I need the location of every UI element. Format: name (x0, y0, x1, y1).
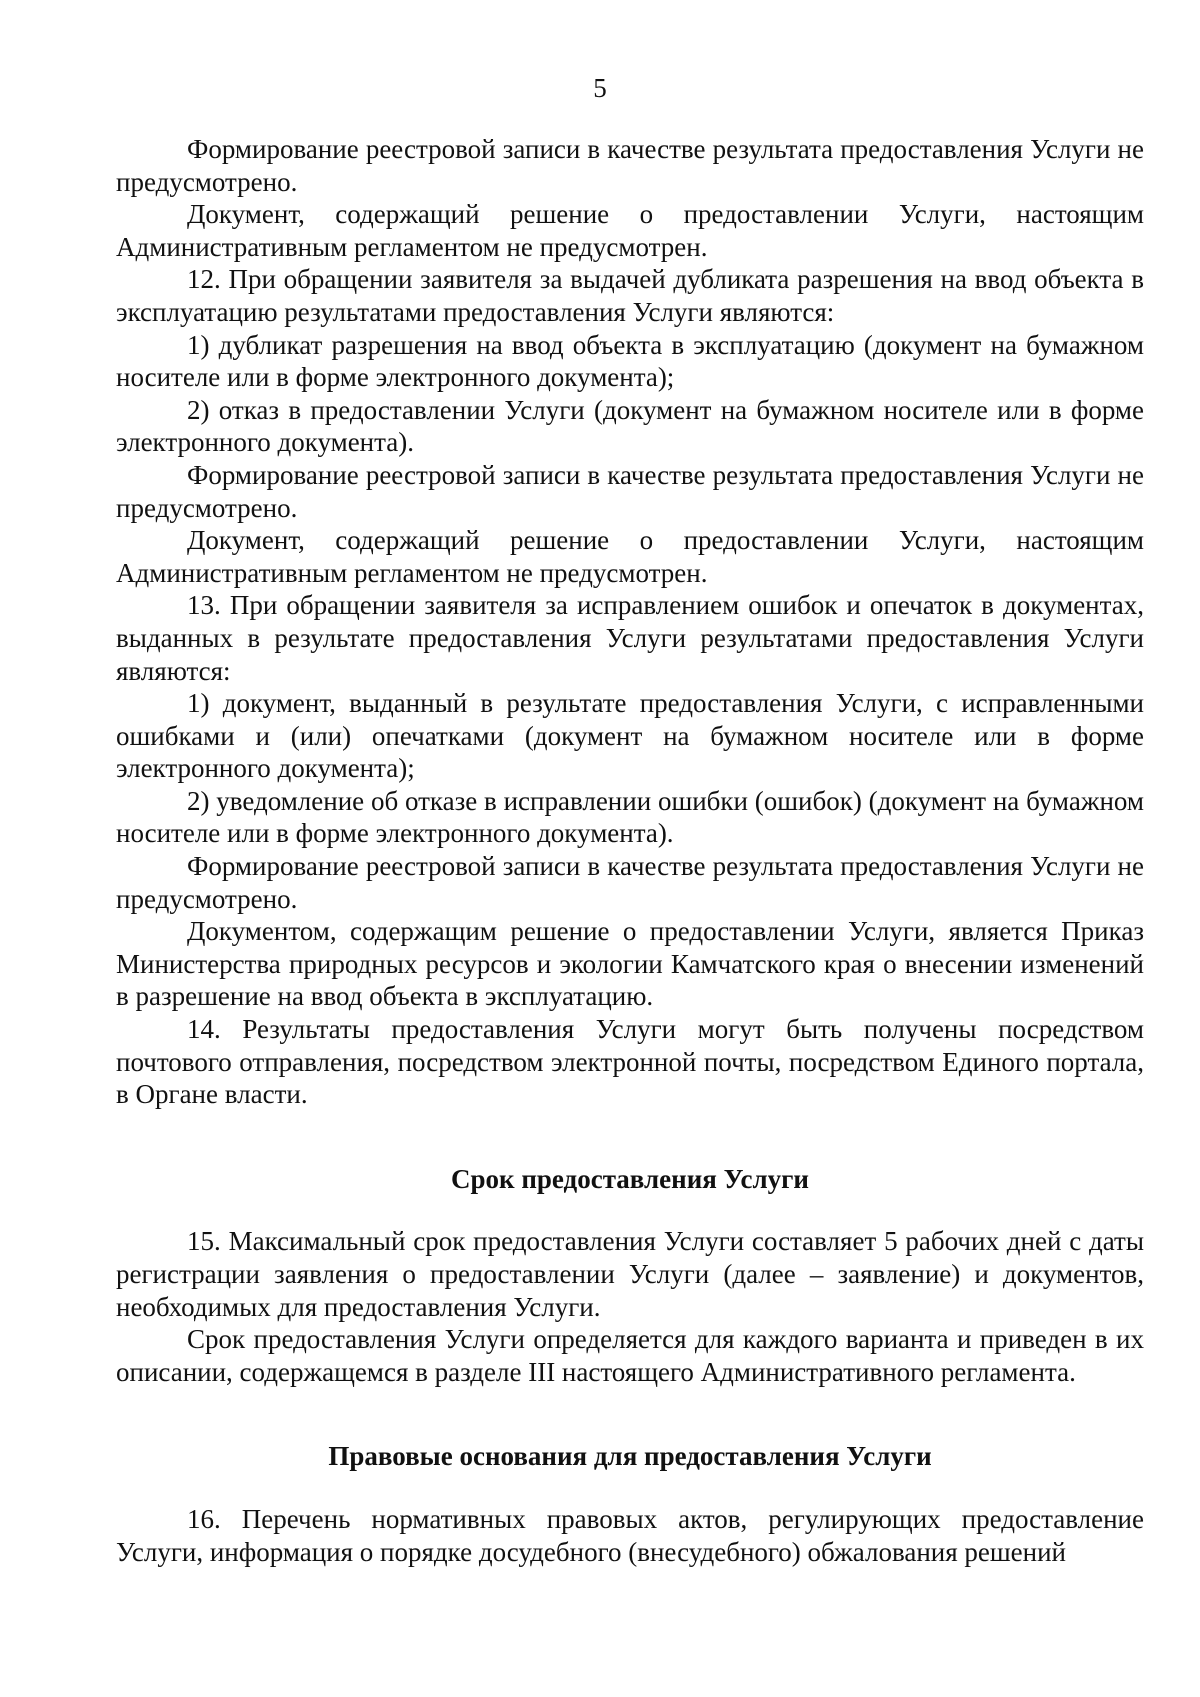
paragraph-item-14: 14. Результаты предоставления Услуги могут быть получены посредством почтового отправления, посредством электронной почты, посредством Единого портала, в Органе власти. (116, 1014, 1144, 1110)
paragraph: Формирование реестровой записи в качестве результата предоставления Услуги не предусмотрено. (116, 134, 1144, 197)
paragraph: 2) уведомление об отказе в исправлении ошибки (ошибок) (документ на бумажном носителе или в форме электронного документа). (116, 785, 1144, 849)
page-number: 5 (593, 73, 607, 103)
paragraph-item-12: 12. При обращении заявителя за выдачей дубликата разрешения на ввод объекта в эксплуатацию результатами предоставления Услуги являются: (116, 264, 1144, 327)
document-body (116, 133, 1144, 1568)
paragraph-item-15: 15. Максимальный срок предоставления Услуги составляет 5 рабочих дней с даты регистрации заявления о предоставлении Услуги (далее – заявление) и документов, необходимых для предоставления Услуги. (116, 1226, 1144, 1322)
paragraph: 1) дубликат разрешения на ввод объекта в эксплуатацию (документ на бумажном носителе или в форме электронного документа); (116, 329, 1144, 393)
paragraph: 2) отказ в предоставлении Услуги (документ на бумажном носителе или в форме электронного документа). (116, 394, 1144, 458)
paragraph-item-13: 13. При обращении заявителя за исправлением ошибок и опечаток в документах, выданных в результате предоставления Услуги результатами предоставления Услуги являются: (116, 590, 1144, 686)
paragraph: Документ, содержащий решение о предоставлении Услуги, настоящим Административным регламентом не предусмотрен. (116, 525, 1144, 588)
section-heading-legal: Правовые основания для предоставления Услуги (328, 1441, 932, 1472)
paragraph: Формирование реестровой записи в качестве результата предоставления Услуги не предусмотрено. (116, 459, 1144, 523)
paragraph: Документ, содержащий решение о предоставлении Услуги, настоящим Административным регламентом не предусмотрен. (116, 199, 1144, 262)
section-heading-term: Срок предоставления Услуги (451, 1163, 809, 1194)
paragraph: Документом, содержащим решение о предоставлении Услуги, является Приказ Министерства природных ресурсов и экологии Камчатского края о внесении изменений в разрешение на ввод объекта в эксплуатацию. (116, 916, 1144, 1012)
paragraph: Срок предоставления Услуги определяется для каждого варианта и приведен в их описании, содержащемся в разделе III настоящего Административного регламента. (116, 1324, 1144, 1387)
paragraph: 1) документ, выданный в результате предоставления Услуги, с исправленными ошибками и (или) опечатками (документ на бумажном носителе или в форме электронного документа); (116, 688, 1144, 784)
paragraph: Формирование реестровой записи в качестве результата предоставления Услуги не предусмотрено. (116, 851, 1144, 914)
paragraph-item-16: 16. Перечень нормативных правовых актов, регулирующих предоставление Услуги, информация о порядке досудебного (внесудебного) обжалования решений (116, 1503, 1144, 1567)
